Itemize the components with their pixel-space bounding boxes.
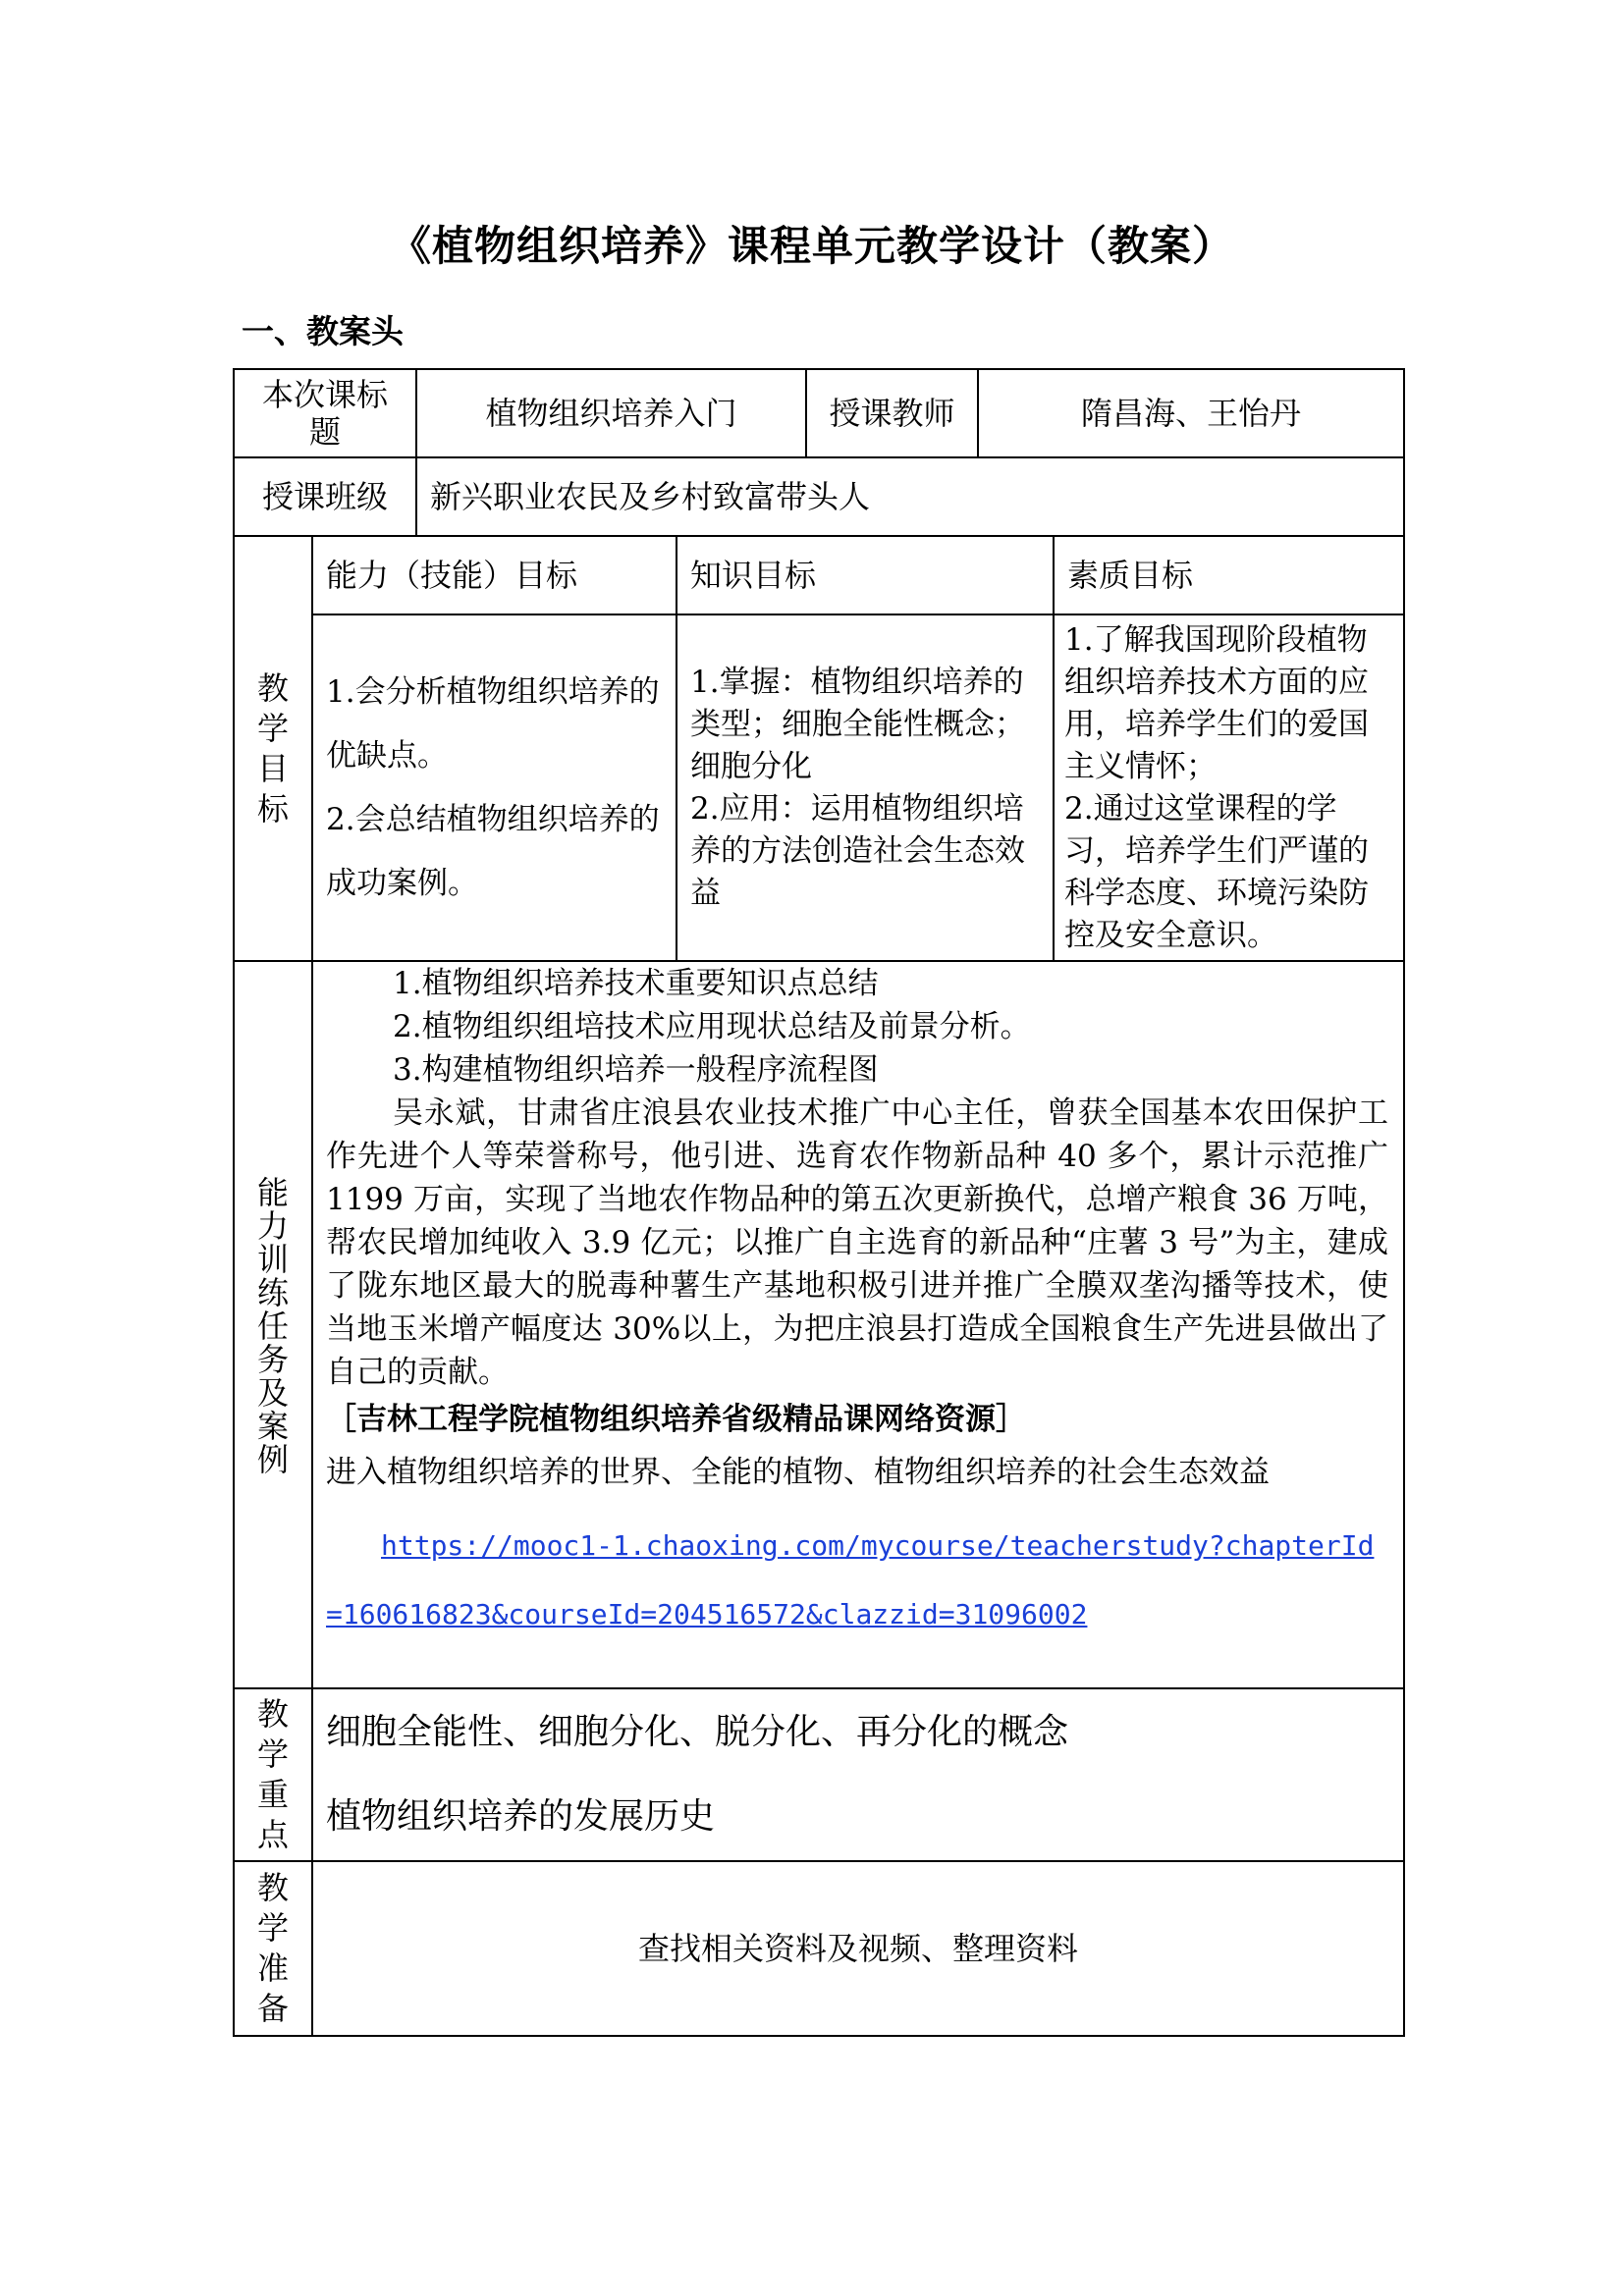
topic-label-line-1: 本次课标 [261, 376, 388, 413]
topic-value: 植物组织培养入门 [485, 395, 737, 432]
table-border [233, 2035, 1405, 2037]
table-border [676, 535, 677, 962]
table-border [1053, 535, 1055, 962]
goal-header-skill: 能力（技能）目标 [326, 557, 578, 594]
quality-goals-cell [1064, 615, 1397, 960]
prep-label: 教 学 准 备 [256, 1869, 289, 2027]
table-border [415, 456, 417, 537]
focus-line-1: 细胞全能性、细胞分化、脱分化、再分化的概念 [326, 1712, 1069, 1752]
table-border [1403, 368, 1405, 2037]
resource-link[interactable]: https://mooc1-1.chaoxing.com/mycourse/teacherstudy?chapterId=160616823&courseId=204516572&clazzid=31096002 [326, 1529, 1375, 1630]
prep-content: 查找相关资料及视频、整理资料 [637, 1930, 1078, 1967]
class-value-cell [430, 458, 1392, 535]
topic-label-line-2: 题 [308, 413, 341, 451]
task-item-3: 3.构建植物组织培养一般程序流程图 [393, 1052, 879, 1088]
quality-goal-2: 2.通过这堂课程的学习，培养学生们严谨的科学态度、环境污染防控及安全意识。 [1064, 790, 1369, 953]
prep-content-cell [313, 1862, 1403, 2035]
prep-label-cell [235, 1862, 311, 2035]
section-heading: 一、教案头 [242, 312, 404, 350]
focus-label: 教 学 重 点 [256, 1695, 289, 1853]
class-label: 授课班级 [261, 478, 388, 515]
class-label-cell [235, 458, 415, 535]
knowledge-goal-2: 2.应用：运用植物组织培养的方法创造社会生态效益 [690, 790, 1025, 911]
focus-label-cell [235, 1689, 311, 1860]
resource-title: ［吉林工程学院植物组织培养省级精品课网络资源］ [326, 1402, 1026, 1437]
tasks-label: 能 力 训 练 任 务 及 案 例 [256, 1174, 289, 1478]
resource-description: 进入植物组织培养的世界、全能的植物、植物组织培养的社会生态效益 [326, 1455, 1270, 1490]
knowledge-goals-cell [690, 615, 1046, 960]
focus-content-cell [326, 1689, 1388, 1860]
goal-header-knowledge: 知识目标 [690, 557, 817, 594]
class-value: 新兴职业农民及乡村致富带头人 [430, 478, 871, 515]
goals-label-cell [235, 537, 311, 960]
teacher-label: 授课教师 [829, 395, 955, 432]
skill-goal-1: 1.会分析植物组织培养的优缺点。 [326, 673, 660, 774]
goal-header-quality: 素质目标 [1067, 557, 1194, 594]
focus-line-2: 植物组织培养的发展历史 [326, 1796, 716, 1837]
document-title: 《植物组织培养》课程单元教学设计（教案） [389, 222, 1234, 270]
task-item-2: 2.植物组织组培技术应用现状总结及前景分析。 [393, 1009, 1031, 1044]
table-border [311, 535, 313, 2037]
case-paragraph: 吴永斌，甘肃省庄浪县农业技术推广中心主任，曾获全国基本农田保护工作先进个人等荣誉称号，他引进、选育农作物新品种 40 多个，累计示范推广 1199 万亩，实现了当地农作物品种的第五次更新换代，总增产粮食 36 万吨，帮农民增加纯收入 3.9 亿元；以推广自主选育的新品种“庄薯 3 号”为主，建成了陇东地区最大的脱毒种薯生产基地积极引进并推广全膜双垄沟播等技术，使当地玉米增产幅度达 30%以上，为把庄浪县打造成全国粮食生产先进县做出了自己的贡献。 [326, 1095, 1388, 1390]
quality-goal-1: 1.了解我国现阶段植物组织培养技术方面的应用，培养学生们的爱国主义情怀； [1064, 621, 1369, 784]
knowledge-goal-1: 1.掌握：植物组织培养的类型；细胞全能性概念；细胞分化 [690, 664, 1025, 784]
skill-goals-cell [326, 615, 666, 960]
topic-label-cell [235, 370, 415, 456]
teacher-value-cell [979, 370, 1403, 456]
teacher-value: 隋昌海、王怡丹 [1080, 395, 1301, 432]
tasks-label-cell [235, 962, 311, 1687]
teacher-label-cell [807, 370, 977, 456]
tasks-content-cell [326, 962, 1388, 1687]
task-item-1: 1.植物组织培养技术重要知识点总结 [393, 966, 879, 1001]
skill-goal-2: 2.会总结植物组织培养的成功案例。 [326, 801, 660, 901]
topic-value-cell [417, 370, 805, 456]
goals-label: 教 学 目 标 [256, 668, 289, 828]
